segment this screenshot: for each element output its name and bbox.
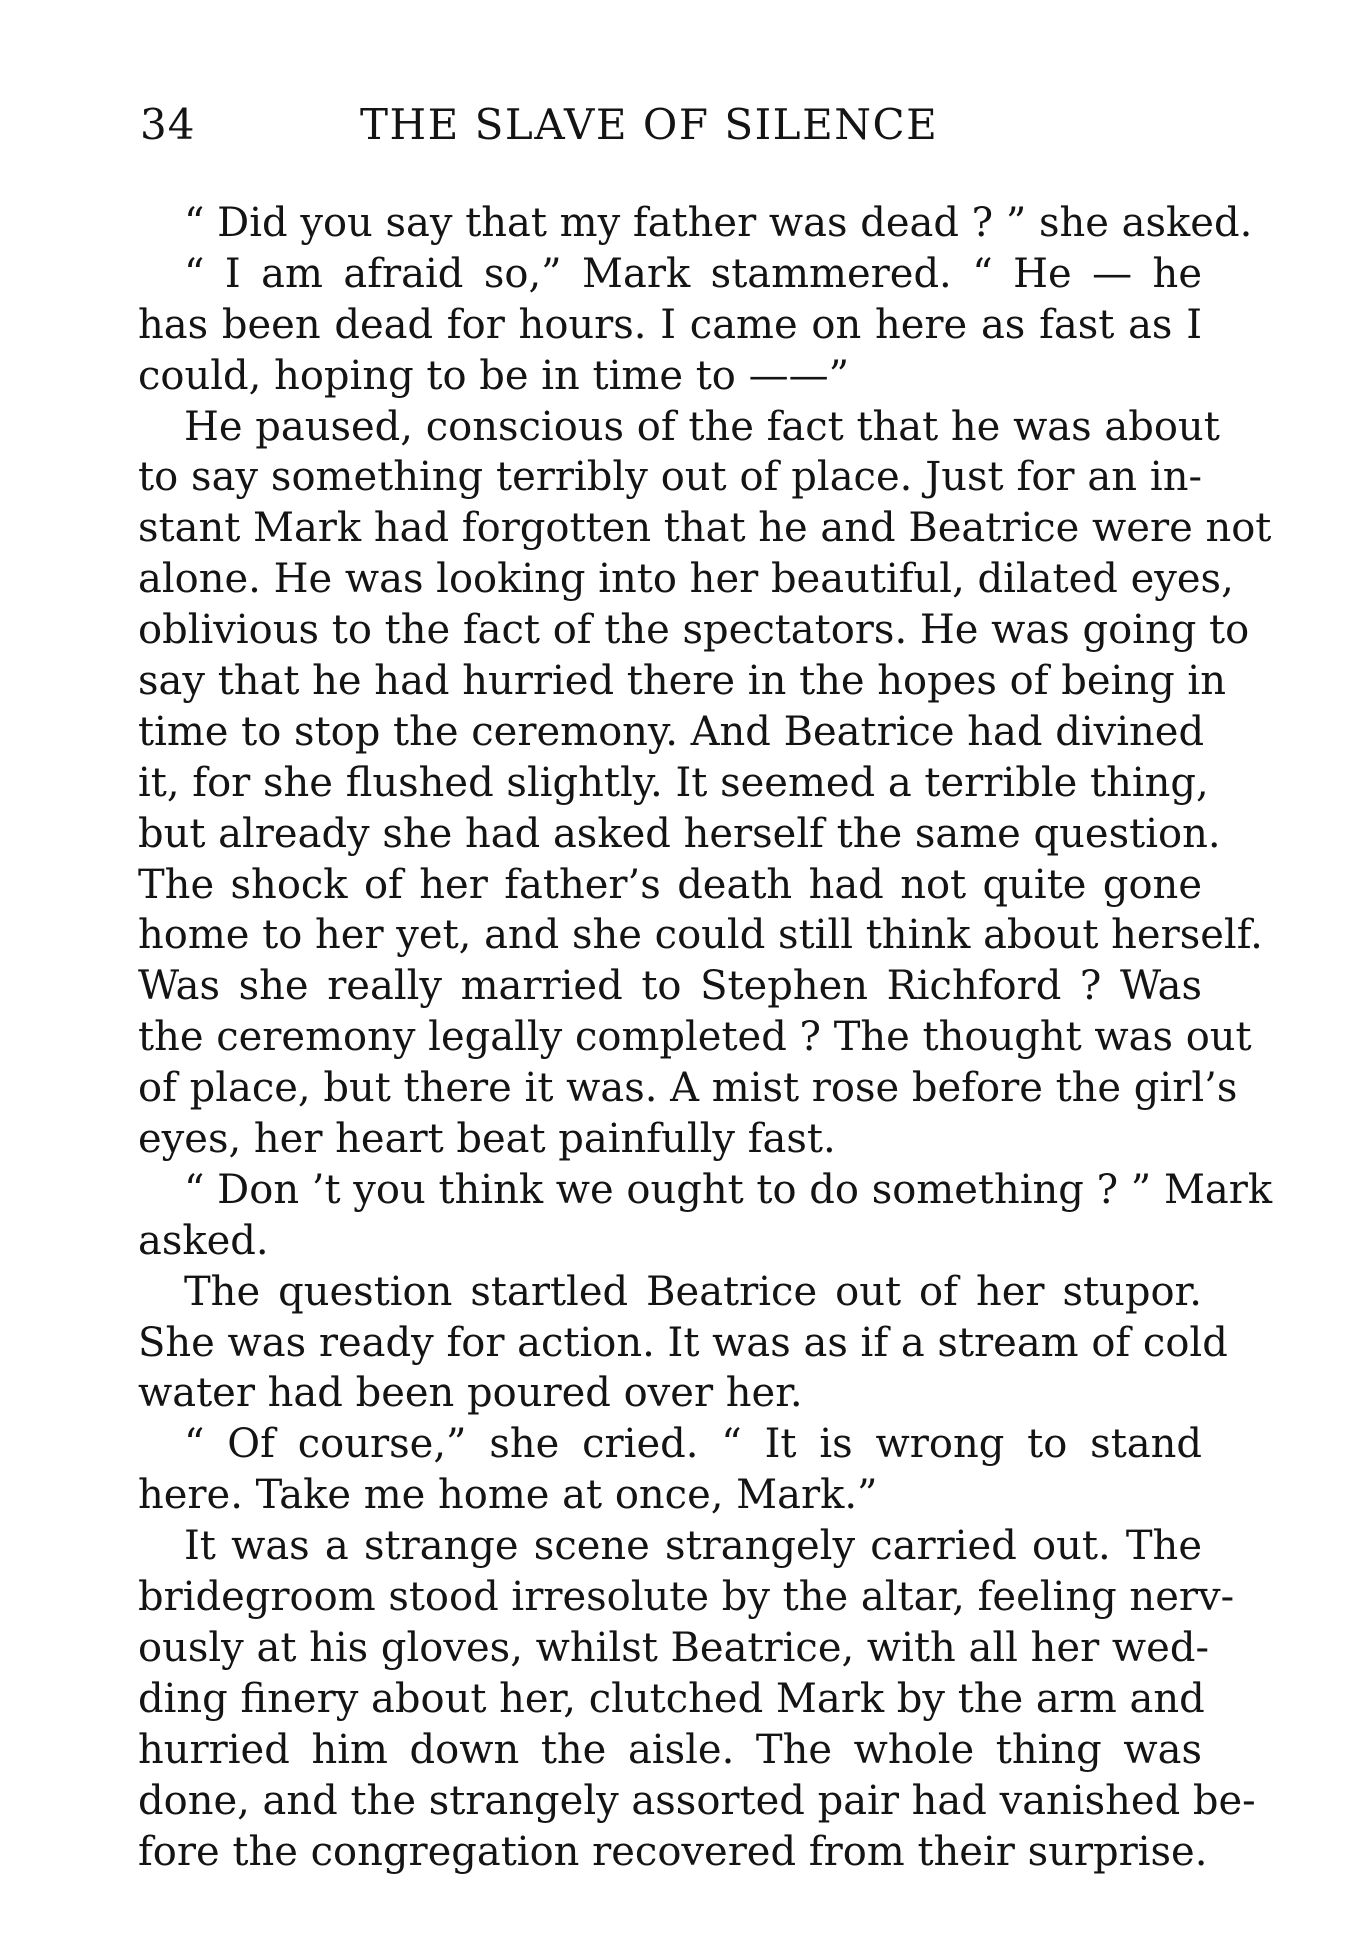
text-line: to say something terribly out of place. Just for an in-	[138, 454, 1202, 501]
text-line: home to her yet, and she could still think about herself.	[138, 912, 1263, 959]
text-line: fore the congregation recovered from their surprise.	[138, 1828, 1208, 1875]
text-line: alone. He was looking into her beautiful, dilated eyes,	[138, 556, 1234, 603]
text-line: done, and the strangely assorted pair had vanished be-	[138, 1777, 1256, 1824]
text-line: say that he had hurried there in the hopes of being in	[138, 658, 1226, 705]
text-line: The question startled Beatrice out of her stupor.	[184, 1268, 1202, 1315]
text-line: “ I am afraid so,” Mark stammered. “ He — he	[184, 250, 1202, 297]
text-line: water had been poured over her.	[138, 1370, 803, 1417]
text-line: ding finery about her, clutched Mark by the arm and	[138, 1675, 1205, 1722]
text-line: hurried him down the aisle. The whole thing was	[138, 1726, 1202, 1773]
text-line: Was she really married to Stephen Richford ? Was	[138, 963, 1202, 1010]
text-line: She was ready for action. It was as if a stream of cold	[138, 1319, 1228, 1366]
text-line: of place, but there it was. A mist rose before the girl’s	[138, 1065, 1238, 1112]
text-line: stant Mark had forgotten that he and Beatrice were not	[138, 505, 1272, 552]
body-text	[138, 198, 1273, 1877]
text-line: it, for she flushed slightly. It seemed a terrible thing,	[138, 759, 1209, 806]
text-line: It was a strange scene strangely carried out. The	[184, 1523, 1202, 1570]
text-line: has been dead for hours. I came on here as fast as I	[138, 301, 1202, 348]
text-line: oblivious to the fact of the spectators. He was going to	[138, 607, 1250, 654]
text-line: bridegroom stood irresolute by the altar, feeling nerv-	[138, 1574, 1235, 1621]
text-line: The shock of her father’s death had not quite gone	[138, 861, 1202, 908]
text-line: could, hoping to be in time to ——”	[138, 352, 850, 399]
text-line: “ Did you say that my father was dead ? ” she asked.	[184, 200, 1253, 246]
text-line: asked.	[138, 1217, 269, 1264]
text-line: but already she had asked herself the same question.	[138, 810, 1221, 857]
text-line: ously at his gloves, whilst Beatrice, with all her wed-	[138, 1624, 1209, 1671]
text-line: the ceremony legally completed ? The thought was out	[138, 1014, 1252, 1061]
text-line: eyes, her heart beat painfully fast.	[138, 1116, 836, 1163]
text-line: “ Of course,” she cried. “ It is wrong to stand	[184, 1421, 1202, 1468]
text-line: “ Don ’t you think we ought to do something ? ” Mark	[184, 1166, 1273, 1213]
text-line: He paused, conscious of the fact that he was about	[184, 403, 1220, 450]
running-head	[140, 100, 1200, 160]
text-line: here. Take me home at once, Mark.”	[138, 1472, 878, 1519]
text-line: time to stop the ceremony. And Beatrice had divined	[138, 708, 1205, 755]
page-number: 34	[140, 100, 196, 149]
running-title: THE SLAVE OF SILENCE	[360, 100, 939, 149]
